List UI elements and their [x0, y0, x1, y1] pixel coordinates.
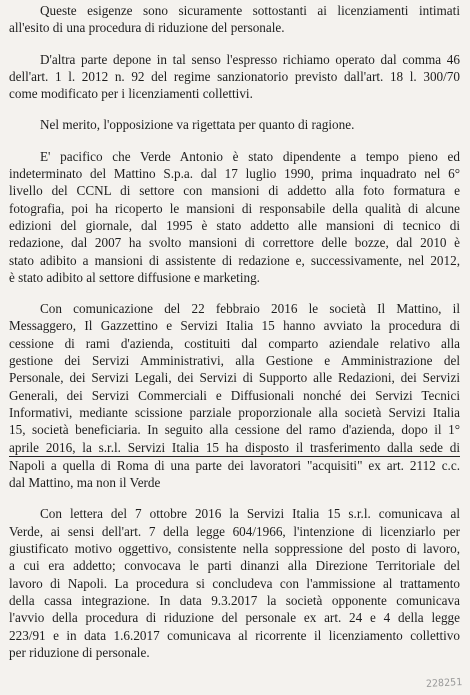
text-line: è stato adibito al settore diffusione e marketing.	[9, 269, 260, 285]
paragraph-4	[9, 148, 460, 286]
text-line: redazione, dal 2007 ha svolto mansioni di correttore delle bozze, dal 2010 è	[9, 235, 460, 251]
paragraph-2	[9, 51, 460, 103]
text-line: dal Mattino, ma non il Verde	[9, 475, 161, 491]
text-line: Personale, dei Servizi Legali, dei Servizi di Supporto alle Redazioni, dei Servizi	[9, 370, 460, 386]
text-line: Messaggero, Il Gazzettino e Servizi Italia 15 hanno avviato la procedura di	[9, 318, 460, 334]
paragraph-3	[9, 116, 460, 133]
page-stamp-number: 228251	[425, 677, 463, 690]
text-line: fotografia, poi ha ricoperto le mansioni di responsabile della qualità di alcune	[9, 200, 460, 216]
text-line: come modificato per i licenziamenti collettivi.	[9, 86, 253, 102]
paragraph-5	[9, 300, 460, 491]
text-line-underlined: Napoli a quella di Roma di una parte dei lavoratori "acquisiti" ex art. 2112 c.c.	[9, 457, 460, 473]
text-line: Con lettera del 7 ottobre 2016 la Servizi Italia 15 s.r.l. comunicava al	[40, 506, 460, 522]
text-line: aprile 2016, la s.r.l. Servizi Italia 15 ha disposto il trasferimento dalla sede di	[9, 439, 460, 455]
paragraph-1	[9, 2, 460, 37]
text-line: Informativi, mediante scissione parziale proporzionale alla società Servizi Italia	[9, 404, 460, 420]
text-line: D'altra parte depone in tal senso l'espresso richiamo operato dal comma 46	[40, 51, 460, 67]
text-line: 223/91 e in data 1.6.2017 comunicava al ricorrente il licenziamento collettivo	[9, 627, 460, 643]
text-line: per riduzione di personale.	[9, 644, 150, 660]
text-line: a cui era addetto; convocava le parti dinanzi alla Direzione Territoriale del	[9, 558, 460, 574]
text-line: dell'art. 1 l. 2012 n. 92 del regime sanzionatorio previsto dall'art. 18 l. 300/70	[9, 68, 460, 84]
text-line: gestione dei Servizi Amministrativi, alla Gestione e Amministrazione del	[9, 353, 460, 369]
text-line: all'esito di una procedura di riduzione del personale.	[9, 20, 285, 36]
text-line: cessione di rami d'azienda, costituiti dal comparto aziendale relativo alla	[9, 335, 460, 351]
text-line: della cassa integrazione. In data 9.3.2017 la società opponente comunicava	[9, 592, 460, 608]
text-line: edizioni del giornale, dal 1995 è stato addetto alle mansioni di tecnico di	[9, 217, 460, 233]
paragraph-6	[9, 505, 460, 661]
text-line: E' pacifico che Verde Antonio è stato dipendente a tempo pieno ed	[40, 148, 460, 164]
text-line: giustificato motivo oggettivo, consistente nella soppressione del posto di lavoro,	[9, 541, 460, 557]
text-line: indeterminato del Mattino S.p.a. dal 17 luglio 1990, prima inquadrato nel 6°	[9, 166, 460, 182]
text-line: l'avvio della procedura di riduzione del personale ex art. 24 e 4 della legge	[9, 610, 460, 626]
text-line: livello del CCNL di settore con mansioni di addetto alla foto formatura e	[9, 183, 460, 199]
text-line: Nel merito, l'opposizione va rigettata per quanto di ragione.	[40, 117, 355, 133]
text-line: Generali, dei Servizi Commerciali e Diffusionali nonché dei Servizi Tecnici	[9, 387, 460, 403]
text-line: Queste esigenze sono sicuramente sottostanti ai licenziamenti intimati	[40, 3, 460, 18]
text-line: Verde, ai sensi dell'art. 7 della legge 604/1966, l'intenzione di licenziarlo per	[9, 523, 460, 539]
text-line: lavoro di Napoli. La procedura si concludeva con l'ammissione al trattamento	[9, 575, 460, 591]
text-line: 15, società beneficiaria. In seguito alla cessione del ramo d'azienda, dopo il 1°	[9, 422, 460, 438]
text-line: stato adibito a mansioni di assistente di redazione e, successivamente, nel 2012,	[9, 252, 460, 268]
text-line: Con comunicazione del 22 febbraio 2016 le società Il Mattino, il	[40, 301, 460, 317]
